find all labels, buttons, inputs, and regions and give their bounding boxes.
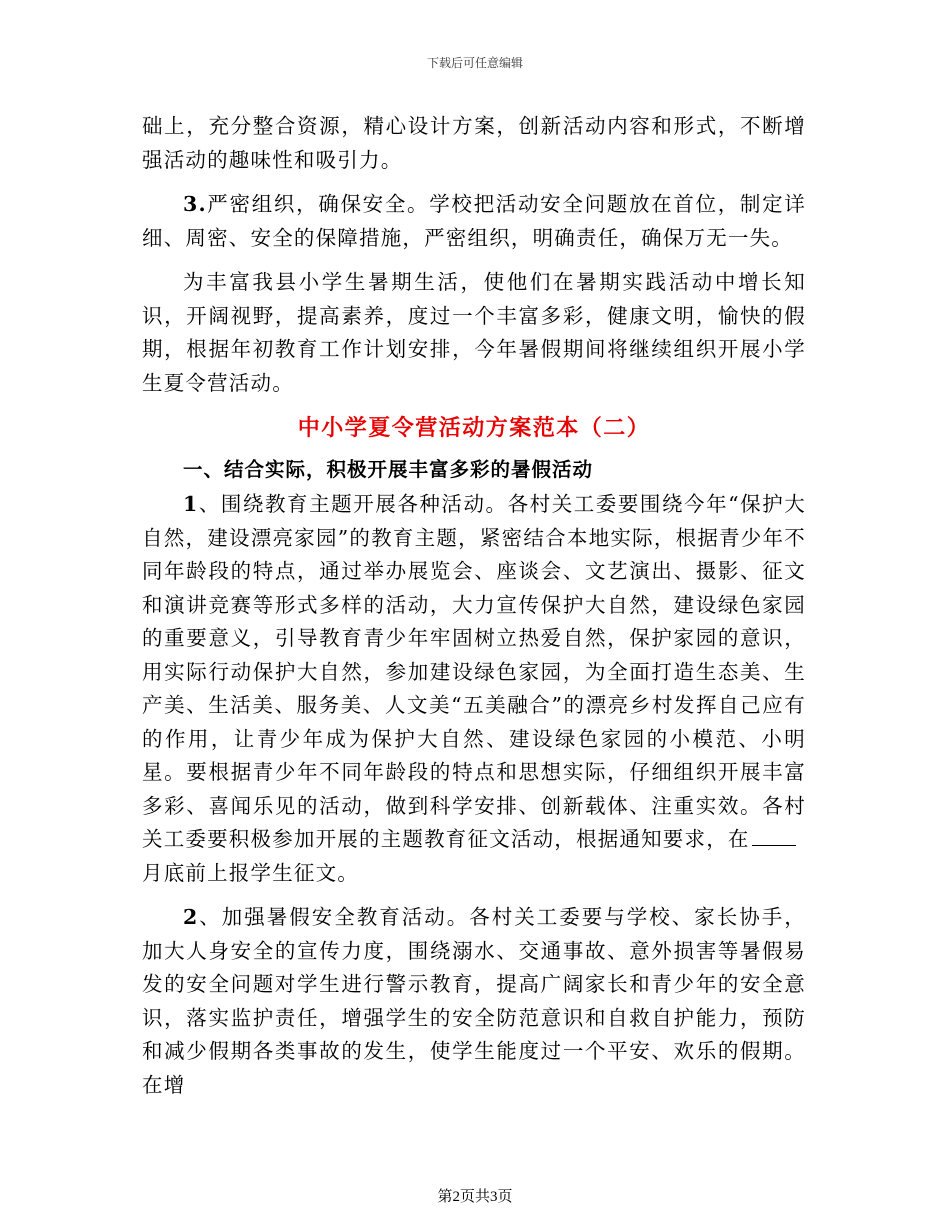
section-title: 中小学夏令营活动方案范本（二） bbox=[297, 416, 651, 441]
paragraph-continuation: 础上，充分整合资源，精心设计方案，创新活动内容和形式，不断增强活动的趣味性和吸引力。 bbox=[142, 114, 806, 172]
footer-suffix: 页 bbox=[497, 1187, 513, 1205]
section-heading: 一、结合实际，积极开展丰富多彩的暑假活动 bbox=[183, 458, 594, 481]
footer-middle: 页共 bbox=[459, 1187, 490, 1205]
paragraph-text: 严密组织，确保安全。学校把活动安全问题放在首位，制定详细、周密、安全的保障措施，严密组织，明确责任，确保万无一失。 bbox=[142, 192, 806, 250]
total-page-number: 3 bbox=[490, 1189, 498, 1205]
paragraph-education-theme bbox=[142, 488, 806, 890]
document-body bbox=[142, 110, 806, 1102]
page-footer bbox=[0, 1185, 950, 1206]
current-page-number: 2 bbox=[452, 1189, 460, 1205]
page-header: 下载后可任意编辑 bbox=[426, 56, 523, 70]
paragraph-text: 、围绕教育主题开展各种活动。各村关工委要围绕今年“保护大自然，建设漂亮家园”的教育主题，紧密结合本地实际，根据青少年不同年龄段的特点，通过举办展览会、座谈会、文艺演出、摄影、征文和演讲竞赛等形式多样的活动，大力宣传保护大自然，建设绿色家园的重要意义，引导教育青少年牢固树立热爱自然，保护家园的意识，用实际行动保护大自然，参加建设绿色家园，为全面打造生态美、生产美、生活美、服务美、人文美“五美融合”的漂亮乡村发挥自己应有的作用，让青少年成为保护大自然、建设绿色家园的小模范、小明星。要根据青少年不同年龄段的特点和思想实际，仔细组织开展丰富多彩、喜闻乐见的活动，做到科学安排、创新载体、注重实效。各村关工委要积极参加开展的主题教育征文活动，根据通知要求，在 bbox=[142, 492, 806, 851]
footer-prefix: 第 bbox=[437, 1187, 453, 1205]
item-number: 2 bbox=[183, 905, 199, 929]
fill-in-blank bbox=[752, 827, 796, 846]
paragraph-safety bbox=[142, 188, 806, 255]
paragraph-summer-camp: 为丰富我县小学生暑期生活，使他们在暑期实践活动中增长知识，开阔视野，提高素养，度过一个丰富多彩，健康文明，愉快的假期，根据年初教育工作计划安排，今年暑假期间将继续组织开展小学生夏令营活动。 bbox=[142, 270, 806, 395]
item-number: 3. bbox=[183, 192, 207, 216]
paragraph-text-tail: 月底前上报学生征文。 bbox=[142, 860, 359, 885]
paragraph-safety-education bbox=[142, 901, 806, 1102]
paragraph-text: 、加强暑假安全教育活动。各村关工委要与学校、家长协手，加大人身安全的宣传力度，围绕溺水、交通事故、意外损害等暑假易发的安全问题对学生进行警示教育，提高广阔家长和青少年的安全意识，落实监护责任，增强学生的安全防范意识和自救自护能力，预防和减少假期各类事故的发生，使学生能度过一个平安、欢乐的假期。在增 bbox=[142, 905, 806, 1097]
item-number: 1 bbox=[183, 492, 199, 516]
